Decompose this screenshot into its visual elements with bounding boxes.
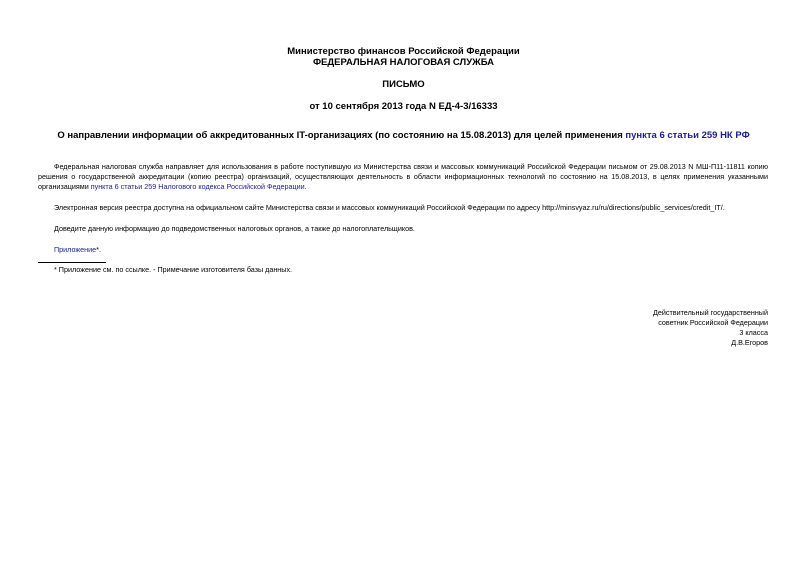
paragraph-3: Доведите данную информацию до подведомственных налоговых органов, а также до налогоплательщиков. bbox=[54, 224, 415, 233]
document-type: ПИСЬМО bbox=[382, 79, 425, 90]
paragraph-1-text: Федеральная налоговая служба направляет для использования в работе поступившую из Министерства связи и массовых коммуникаций Российской Федерации письмом от 29.08.2013 N МШ-П11-11811 копию решения о государственной аккредитации (копию реестра) организаций, осуществляющих деятельность в области информационных технологий по состоянию на 15.08.2013, в целях применения указанными организациями bbox=[38, 162, 768, 192]
paragraph-1-end: . bbox=[304, 182, 307, 192]
paragraph-2: Электронная версия реестра доступна на официальном сайте Министерства связи и массовых коммуникаций Российской Федерации по адресу http://minsvyaz.ru/ru/directions/public_services/credit_IT/. bbox=[54, 203, 725, 212]
document-title bbox=[0, 130, 807, 142]
signature-title-line-2: советник Российской Федерации bbox=[658, 318, 768, 327]
footnote-divider bbox=[38, 262, 106, 263]
signature-title-line-1: Действительный государственный bbox=[653, 308, 768, 317]
footnote-text: * Приложение см. по ссылке. - Примечание изготовителя базы данных. bbox=[54, 265, 293, 274]
tax-code-link[interactable]: пункта 6 статьи 259 Налогового кодекса Российской Федерации bbox=[90, 182, 305, 192]
ministry-name: Министерство финансов Российской Федерации bbox=[287, 46, 520, 57]
paragraph-1 bbox=[38, 162, 768, 193]
signature-title-line-3: 3 класса bbox=[739, 328, 768, 337]
appendix-line bbox=[38, 245, 768, 255]
title-law-link[interactable]: пункта 6 статьи 259 НК РФ bbox=[625, 130, 750, 141]
signatory-name: Д.В.Егоров bbox=[731, 338, 768, 347]
appendix-mark: *. bbox=[96, 245, 101, 254]
document-date-number: от 10 сентября 2013 года N ЕД-4-3/16333 bbox=[309, 101, 498, 112]
document-title-text: О направлении информации об аккредитованных IT-организациях (по состоянию на 15.08.2013) для целей применения bbox=[57, 130, 626, 141]
appendix-link[interactable]: Приложение bbox=[54, 245, 97, 254]
service-name: ФЕДЕРАЛЬНАЯ НАЛОГОВАЯ СЛУЖБА bbox=[312, 57, 495, 68]
